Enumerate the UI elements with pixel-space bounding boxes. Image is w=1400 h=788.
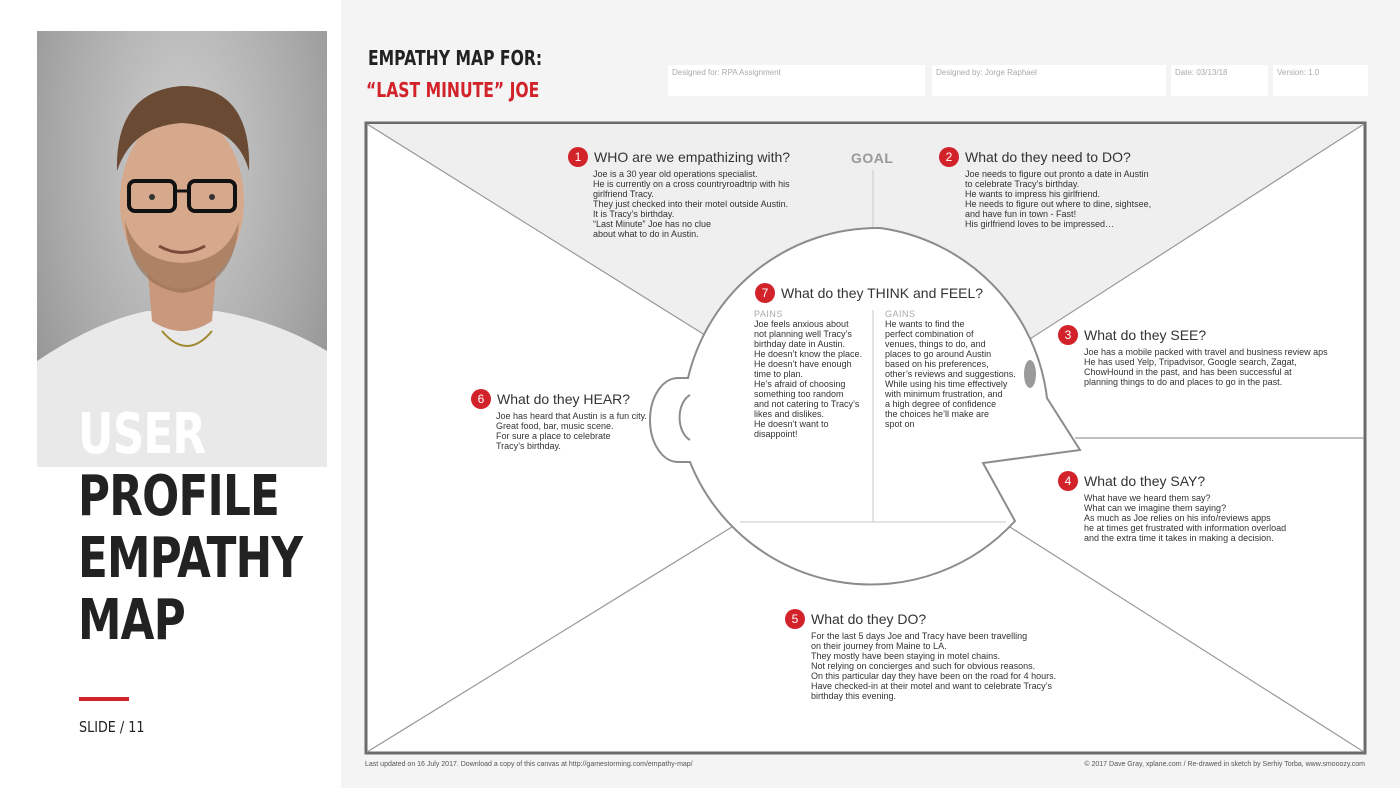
badge-6: 6 [471,389,491,409]
pains-body: Joe feels anxious about not planning well Tracy’s birthday date in Austin. He doesn’t know the place. He doesn’t have enough time to plan. He’s afraid of choosing something too random and not catering to Tracy’s likes and dislikes. He doesn’t want to disappoint! [754,319,863,439]
section-do-head [785,609,1075,629]
section-think-feel [755,283,1025,305]
section-do-body: For the last 5 days Joe and Tracy have been travelling on their journey from Maine to LA. They mostly have been staying in motel chains. Not relying on concierges and such for obvious reasons. On this particular day they have been on the road for 4 hours. Have checked-in at their motel and want to celebrate Tracy’s birthday this evening. [811,631,1057,701]
section-see-body: Joe has a mobile packed with travel and business review aps He has used Yelp, Tripadvisor, Google search, Zagat, ChowHound in the past, and has been successful at planning things to do and places to go in the past. [1084,347,1328,387]
gains-column [885,309,1025,429]
section-hear-title: What do they HEAR? [497,391,631,407]
section-hear-body: Joe has heard that Austin is a fun city. Great food, bar, music scene. For sure a place to celebrate Tracy’s birthday. [496,411,647,451]
section-see-head [1058,325,1343,345]
section-who-body: Joe is a 30 year old operations specialist. He is currently on a cross countryroadtrip with his girlfriend Tracy. They just checked into their motel outside Austin. It is Tracy’s birthday. “Last Minute” Joe has no clue about what to do in Austin. [593,169,790,239]
section-hear [471,389,671,451]
title-line-2: PROFILE [78,464,280,529]
badge-3: 3 [1058,325,1078,345]
gains-label: GAINS [885,309,916,319]
section-say [1058,471,1343,543]
designed-by-field[interactable]: Designed by: Jorge Raphael [932,65,1166,96]
section-who-head [568,147,838,167]
section-think-title: What do they THINK and FEEL? [781,285,984,301]
date-field[interactable]: Date: 03/13/18 [1171,65,1268,96]
section-need-head [939,147,1199,167]
section-need-to-do [939,147,1199,229]
section-do-title: What do they DO? [811,611,927,627]
section-do [785,609,1075,701]
slide-number: SLIDE / 11 [79,718,145,736]
map-title: EMPATHY MAP FOR: [368,46,543,70]
title-line-3: EMPATHY [78,526,303,591]
section-see-title: What do they SEE? [1084,327,1207,343]
footer-credit-left: Last updated on 16 July 2017. Download a copy of this canvas at http://gamestorming.com/empathy-map/ [365,761,693,768]
badge-1: 1 [568,147,588,167]
goal-label: GOAL [851,150,894,166]
section-need-body: Joe needs to figure out pronto a date in Austin to celebrate Tracy’s birthday. He wants to impress his girlfriend. He needs to figure out where to dine, sightsee, and have fun in town - Fast! His girlfriend loves to be impressed… [965,169,1152,229]
badge-7: 7 [755,283,775,303]
section-say-body: What have we heard them say? What can we imagine them saying? As much as Joe relies on his info/reviews apps he at times get frustrated with information overload and the extra time it takes in making a decision. [1084,493,1287,543]
title-line-1: USER [78,402,206,467]
section-say-title: What do they SAY? [1084,473,1206,489]
title-line-4: MAP [78,588,185,653]
section-say-head [1058,471,1343,491]
section-who-title: WHO are we empathizing with? [594,149,791,165]
map-subject: “LAST MINUTE” JOE [366,78,540,102]
gains-body: He wants to find the perfect combination of venues, things to do, and places to go around Austin based on his preferences, other’s reviews and suggestions. While using his time effectively with minimum frustration, and a high degree of confidence the choices he’ll make are spot on [885,319,1016,429]
section-see [1058,325,1343,387]
badge-4: 4 [1058,471,1078,491]
pains-label: PAINS [754,309,783,319]
pains-column [754,309,869,439]
badge-5: 5 [785,609,805,629]
section-hear-head [471,389,671,409]
badge-2: 2 [939,147,959,167]
section-think-head [755,283,1025,303]
version-field[interactable]: Version: 1.0 [1273,65,1368,96]
designed-for-field[interactable]: Designed for: RPA Assignment [668,65,925,96]
section-who [568,147,838,239]
section-need-title: What do they need to DO? [965,149,1131,165]
head-eye [1024,360,1036,388]
footer-credit-right: © 2017 Dave Gray, xplane.com / Re-drawed in sketch by Serhiy Torba, www.smooozy.com [1084,761,1365,768]
